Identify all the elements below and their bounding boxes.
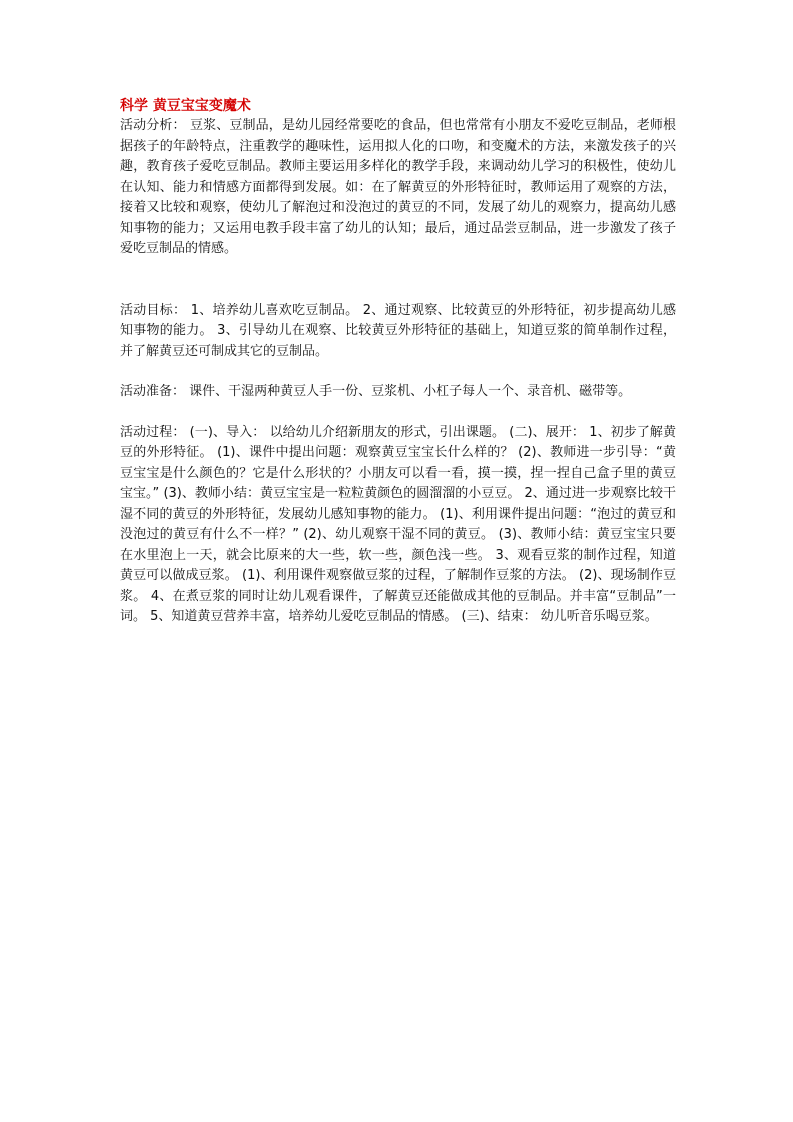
paragraph-spacer: [120, 403, 676, 423]
paragraph-spacer: [120, 260, 676, 301]
paragraph-spacer: [120, 362, 676, 382]
document-page: [120, 96, 676, 628]
activity-goals-paragraph: 活动目标： 1、培养幼儿喜欢吃豆制品。 2、通过观察、比较黄豆的外形特征，初步提高幼儿感知事物的能力。 3、引导幼儿在观察、比较黄豆外形特征的基础上，知道豆浆的简单制作过程，并了解黄豆还可制成其它的豆制品。: [120, 302, 676, 359]
activity-analysis-paragraph: 活动分析： 豆浆、豆制品，是幼儿园经常要吃的食品，但也常常有小朋友不爱吃豆制品，老师根据孩子的年龄特点，注重教学的趣味性，运用拟人化的口吻，和变魔术的方法，来激发孩子的兴趣，教育孩子爱吃豆制品。教师主要运用多样化的教学手段，来调动幼儿学习的积极性，使幼儿在认知、能力和情感方面都得到发展。如：在了解黄豆的外形特征时，教师运用了观察的方法，接着又比较和观察，使幼儿了解泡过和没泡过的黄豆的不同，发展了幼儿的观察力，提高幼儿感知事物的能力；又运用电教手段丰富了幼儿的认知；最后，通过品尝豆制品，进一步激发了孩子爱吃豆制品的情感。: [120, 118, 676, 256]
activity-process-paragraph: 活动过程： (一)、导入： 以给幼儿介绍新朋友的形式，引出课题。 (二)、展开： 1、初步了解黄豆的外形特征。 (1)、课件中提出问题：观察黄豆宝宝长什么样的？ (2)、教师进一步引导：“黄豆宝宝是什么颜色的？它是什么形状的？小朋友可以看一看，摸一摸，捏一捏自己盒子里的黄豆宝宝。” (3)、教师小结：黄豆宝宝是一粒粒黄颜色的圆溜溜的小豆豆。 2、通过进一步观察比较干湿不同的黄豆的外形特征，发展幼儿感知事物的能力。 (1)、利用课件提出问题：“泡过的黄豆和没泡过的黄豆有什么不一样？” (2)、幼儿观察干湿不同的黄豆。 (3)、教师小结：黄豆宝宝只要在水里泡上一天，就会比原来的大一些，软一些，颜色浅一些。 3、观看豆浆的制作过程，知道黄豆可以做成豆浆。 (1)、利用课件观察做豆浆的过程，了解制作豆浆的方法。 (2)、现场制作豆浆。 4、在煮豆浆的同时让幼儿观看课件，了解黄豆还能做成其他的豆制品。并丰富“豆制品”一词。 5、知道黄豆营养丰富，培养幼儿爱吃豆制品的情感。 (三)、结束： 幼儿听音乐喝豆浆。: [120, 424, 676, 624]
activity-preparation-paragraph: 活动准备： 课件、干湿两种黄豆人手一份、豆浆机、小杠子每人一个、录音机、磁带等。: [120, 384, 632, 399]
document-title: 科学 黄豆宝宝变魔术: [120, 98, 251, 114]
